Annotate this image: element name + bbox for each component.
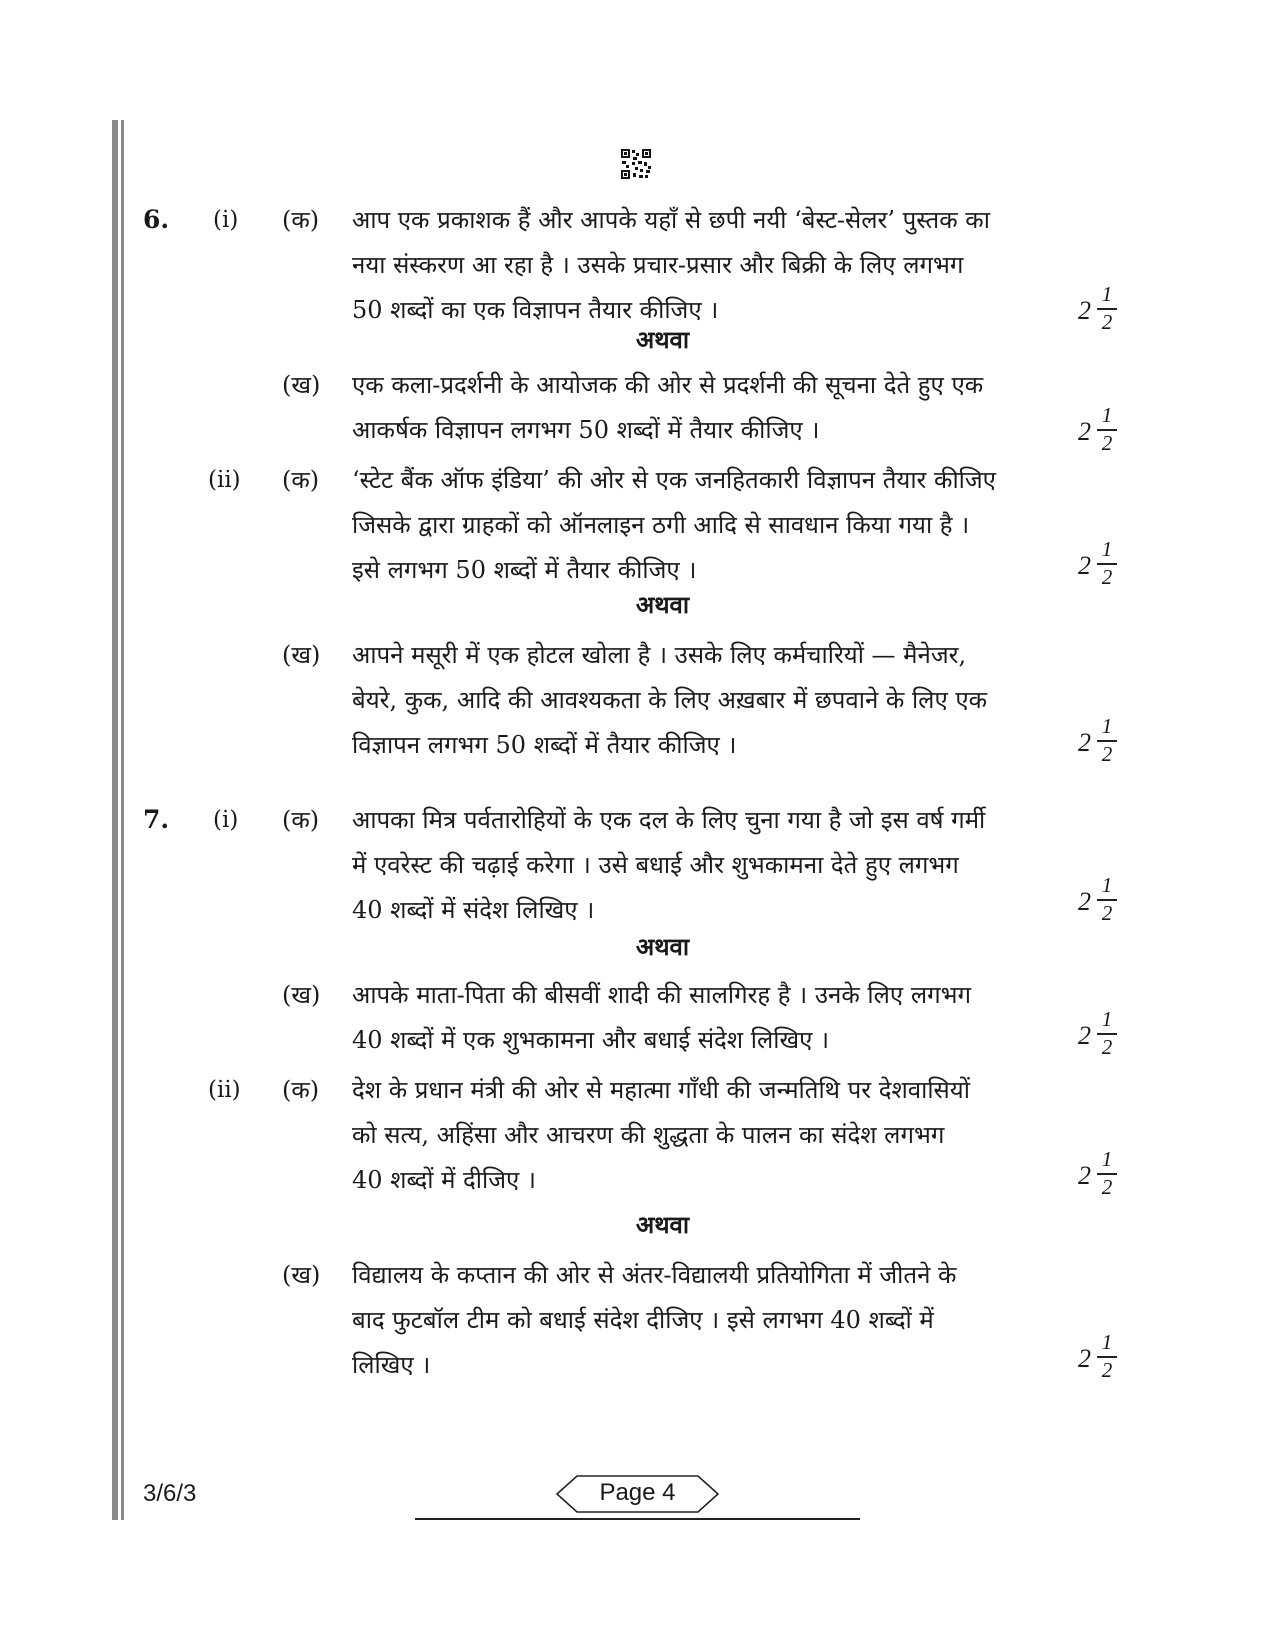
question-text-line: लिखिए । — [352, 1351, 431, 1379]
question-text-line: 40 शब्दों में संदेश लिखिए । — [352, 896, 595, 924]
question-text-line: आपने मसूरी में एक होटल खोला है । उसके लिए कर्मचारियों — मैनेजर, — [352, 641, 967, 669]
qr-code-icon — [620, 148, 652, 180]
question-text-line: विद्यालय के कप्तान की ओर से अंतर-विद्यालयी प्रतियोगिता में जीतने के — [352, 1261, 957, 1289]
question-text-line: विज्ञापन लगभग 50 शब्दों में तैयार कीजिए । — [352, 731, 737, 759]
option-label: (ख) — [282, 1261, 321, 1289]
option-label: (ख) — [282, 641, 321, 669]
question-text-line: देश के प्रधान मंत्री की ओर से महात्मा गाँधी की जन्मतिथि पर देशवासियों — [352, 1076, 970, 1104]
marks-label: 2 1 2 — [1078, 537, 1138, 597]
question-text-line: 50 शब्दों का एक विज्ञापन तैयार कीजिए । — [352, 296, 719, 324]
marks-label: 2 1 2 — [1078, 1330, 1138, 1390]
option-label: (क) — [282, 1076, 320, 1104]
question-text-line: आकर्षक विज्ञापन लगभग 50 शब्दों में तैयार कीजिए । — [352, 416, 820, 444]
option-label: (ख) — [282, 371, 321, 399]
or-separator: अथवा — [635, 1210, 690, 1239]
option-label: (क) — [282, 466, 320, 494]
question-text-line: आपके माता-पिता की बीसवीं शादी की सालगिरह है । उनके लिए लगभग — [352, 981, 971, 1009]
paper-code: 3/6/3 — [143, 1480, 197, 1507]
marks-label: 2 1 2 — [1078, 403, 1138, 463]
or-separator: अथवा — [635, 325, 690, 354]
marks-label: 2 1 2 — [1078, 1007, 1138, 1067]
question-number: 7. — [143, 805, 170, 834]
question-number: 6. — [143, 205, 170, 234]
question-text-line: नया संस्करण आ रहा है । उसके प्रचार-प्रसार और बिक्री के लिए लगभग — [352, 251, 964, 279]
subpart-label: (i) — [213, 207, 239, 233]
option-label: (क) — [282, 806, 320, 834]
or-separator: अथवा — [635, 932, 690, 961]
question-text-line: आप एक प्रकाशक हैं और आपके यहाँ से छपी नयी ‘बेस्ट-सेलर’ पुस्तक का — [352, 206, 990, 234]
question-text-line: को सत्य, अहिंसा और आचरण की शुद्धता के पालन का संदेश लगभग — [352, 1121, 945, 1149]
subpart-label: (i) — [213, 807, 239, 833]
question-text-line: बेयरे, कुक, आदि की आवश्यकता के लिए अख़बार में छपवाने के लिए एक — [352, 686, 988, 714]
question-text-line: में एवरेस्ट की चढ़ाई करेगा । उसे बधाई और शुभकामना देते हुए लगभग — [352, 851, 959, 879]
question-text-line: आपका मित्र पर्वतारोहियों के एक दल के लिए चुना गया है जो इस वर्ष गर्मी — [352, 806, 986, 834]
option-label: (ख) — [282, 981, 321, 1009]
marks-label: 2 1 2 — [1078, 1147, 1138, 1207]
question-text-line: जिसके द्वारा ग्राहकों को ऑनलाइन ठगी आदि से सावधान किया गया है । — [352, 511, 970, 539]
page-number-badge — [555, 1474, 720, 1514]
subpart-label: (ii) — [208, 467, 241, 493]
marks-label: 2 1 2 — [1078, 714, 1138, 774]
option-label: (क) — [282, 206, 320, 234]
marks-label: 2 1 2 — [1078, 873, 1138, 933]
question-text-line: बाद फुटबॉल टीम को बधाई संदेश दीजिए । इसे लगभग 40 शब्दों में — [352, 1306, 934, 1334]
question-text-line: ‘स्टेट बैंक ऑफ इंडिया’ की ओर से एक जनहितकारी विज्ञापन तैयार कीजिए — [352, 466, 996, 494]
subpart-label: (ii) — [208, 1077, 241, 1103]
question-text-line: 40 शब्दों में एक शुभकामना और बधाई संदेश लिखिए । — [352, 1026, 830, 1054]
or-separator: अथवा — [635, 590, 690, 619]
question-text-line: एक कला-प्रदर्शनी के आयोजक की ओर से प्रदर्शनी की सूचना देते हुए एक — [352, 371, 984, 399]
question-text-line: इसे लगभग 50 शब्दों में तैयार कीजिए । — [352, 556, 697, 584]
question-text-line: 40 शब्दों में दीजिए । — [352, 1166, 537, 1194]
marks-label: 2 1 2 — [1078, 282, 1138, 342]
footer-rule — [415, 1518, 860, 1520]
page-number: Page 4 — [599, 1479, 676, 1506]
